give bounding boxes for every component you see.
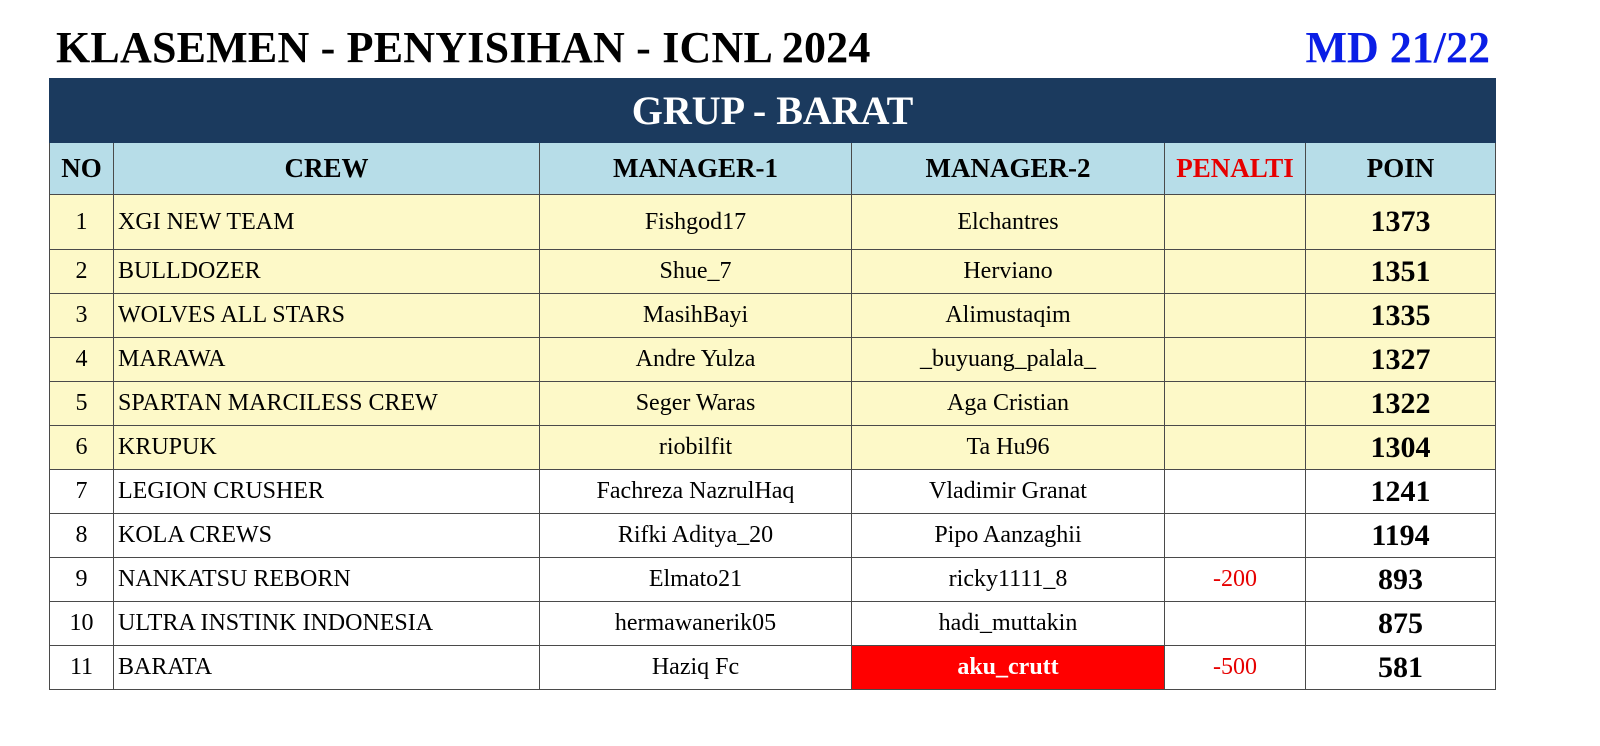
cell-manager-1: Fachreza NazrulHaq bbox=[540, 470, 852, 514]
cell-crew: MARAWA bbox=[114, 338, 540, 382]
cell-crew: KOLA CREWS bbox=[114, 514, 540, 558]
cell-crew: ULTRA INSTINK INDONESIA bbox=[114, 602, 540, 646]
column-header-poin: POIN bbox=[1306, 143, 1496, 195]
cell-no: 7 bbox=[50, 470, 114, 514]
cell-manager-2: Alimustaqim bbox=[852, 294, 1165, 338]
cell-crew: WOLVES ALL STARS bbox=[114, 294, 540, 338]
cell-penalti bbox=[1165, 294, 1306, 338]
table-row bbox=[50, 514, 1496, 558]
cell-penalti bbox=[1165, 195, 1306, 250]
cell-manager-2: Ta Hu96 bbox=[852, 426, 1165, 470]
cell-manager-2: Aga Cristian bbox=[852, 382, 1165, 426]
cell-poin: 1194 bbox=[1306, 514, 1496, 558]
cell-manager-1: MasihBayi bbox=[540, 294, 852, 338]
cell-no: 10 bbox=[50, 602, 114, 646]
cell-no: 2 bbox=[50, 250, 114, 294]
cell-poin: 1335 bbox=[1306, 294, 1496, 338]
cell-manager-1: riobilfit bbox=[540, 426, 852, 470]
cell-manager-1: Fishgod17 bbox=[540, 195, 852, 250]
group-header-row bbox=[50, 79, 1496, 143]
cell-manager-1: Seger Waras bbox=[540, 382, 852, 426]
table-row bbox=[50, 426, 1496, 470]
cell-manager-1: Elmato21 bbox=[540, 558, 852, 602]
cell-penalti bbox=[1165, 382, 1306, 426]
cell-manager-1: hermawanerik05 bbox=[540, 602, 852, 646]
cell-poin: 1373 bbox=[1306, 195, 1496, 250]
cell-crew: SPARTAN MARCILESS CREW bbox=[114, 382, 540, 426]
cell-no: 5 bbox=[50, 382, 114, 426]
group-title: GRUP - BARAT bbox=[50, 79, 1496, 143]
cell-penalti bbox=[1165, 426, 1306, 470]
cell-no: 11 bbox=[50, 646, 114, 690]
table-row bbox=[50, 338, 1496, 382]
cell-manager-2-flagged: aku_crutt bbox=[852, 646, 1165, 690]
cell-penalti bbox=[1165, 470, 1306, 514]
column-header-no: NO bbox=[50, 143, 114, 195]
cell-crew: KRUPUK bbox=[114, 426, 540, 470]
cell-manager-2: Herviano bbox=[852, 250, 1165, 294]
column-header-crew: CREW bbox=[114, 143, 540, 195]
cell-penalti bbox=[1165, 250, 1306, 294]
cell-crew: NANKATSU REBORN bbox=[114, 558, 540, 602]
matchday-label: MD 21/22 bbox=[1305, 23, 1490, 72]
cell-penalti: -500 bbox=[1165, 646, 1306, 690]
cell-poin: 1241 bbox=[1306, 470, 1496, 514]
cell-no: 4 bbox=[50, 338, 114, 382]
cell-no: 8 bbox=[50, 514, 114, 558]
table-row bbox=[50, 470, 1496, 514]
standings-table bbox=[49, 78, 1496, 690]
cell-penalti bbox=[1165, 602, 1306, 646]
cell-manager-2: ricky1111_8 bbox=[852, 558, 1165, 602]
column-header-manager-1: MANAGER-1 bbox=[540, 143, 852, 195]
cell-crew: BARATA bbox=[114, 646, 540, 690]
cell-poin: 875 bbox=[1306, 602, 1496, 646]
cell-manager-1: Shue_7 bbox=[540, 250, 852, 294]
table-row bbox=[50, 602, 1496, 646]
page-title: KLASEMEN - PENYISIHAN - ICNL 2024 bbox=[56, 23, 871, 72]
table-row bbox=[50, 382, 1496, 426]
cell-poin: 1322 bbox=[1306, 382, 1496, 426]
cell-poin: 1351 bbox=[1306, 250, 1496, 294]
cell-penalti bbox=[1165, 514, 1306, 558]
cell-penalti bbox=[1165, 338, 1306, 382]
cell-penalti: -200 bbox=[1165, 558, 1306, 602]
cell-no: 9 bbox=[50, 558, 114, 602]
cell-manager-1: Haziq Fc bbox=[540, 646, 852, 690]
cell-manager-2: Vladimir Granat bbox=[852, 470, 1165, 514]
table-row bbox=[50, 250, 1496, 294]
cell-poin: 893 bbox=[1306, 558, 1496, 602]
cell-no: 6 bbox=[50, 426, 114, 470]
table-row bbox=[50, 195, 1496, 250]
cell-manager-2: Pipo Aanzaghii bbox=[852, 514, 1165, 558]
table-row bbox=[50, 558, 1496, 602]
column-header-manager-2: MANAGER-2 bbox=[852, 143, 1165, 195]
column-header-penalti: PENALTI bbox=[1165, 143, 1306, 195]
cell-manager-2: Elchantres bbox=[852, 195, 1165, 250]
cell-no: 1 bbox=[50, 195, 114, 250]
table-row bbox=[50, 646, 1496, 690]
column-header-row bbox=[50, 143, 1496, 195]
cell-manager-2: _buyuang_palala_ bbox=[852, 338, 1165, 382]
cell-poin: 581 bbox=[1306, 646, 1496, 690]
cell-crew: LEGION CRUSHER bbox=[114, 470, 540, 514]
cell-manager-1: Rifki Aditya_20 bbox=[540, 514, 852, 558]
cell-crew: BULLDOZER bbox=[114, 250, 540, 294]
cell-manager-1: Andre Yulza bbox=[540, 338, 852, 382]
cell-crew: XGI NEW TEAM bbox=[114, 195, 540, 250]
cell-poin: 1327 bbox=[1306, 338, 1496, 382]
cell-no: 3 bbox=[50, 294, 114, 338]
table-row bbox=[50, 294, 1496, 338]
cell-manager-2: hadi_muttakin bbox=[852, 602, 1165, 646]
cell-poin: 1304 bbox=[1306, 426, 1496, 470]
